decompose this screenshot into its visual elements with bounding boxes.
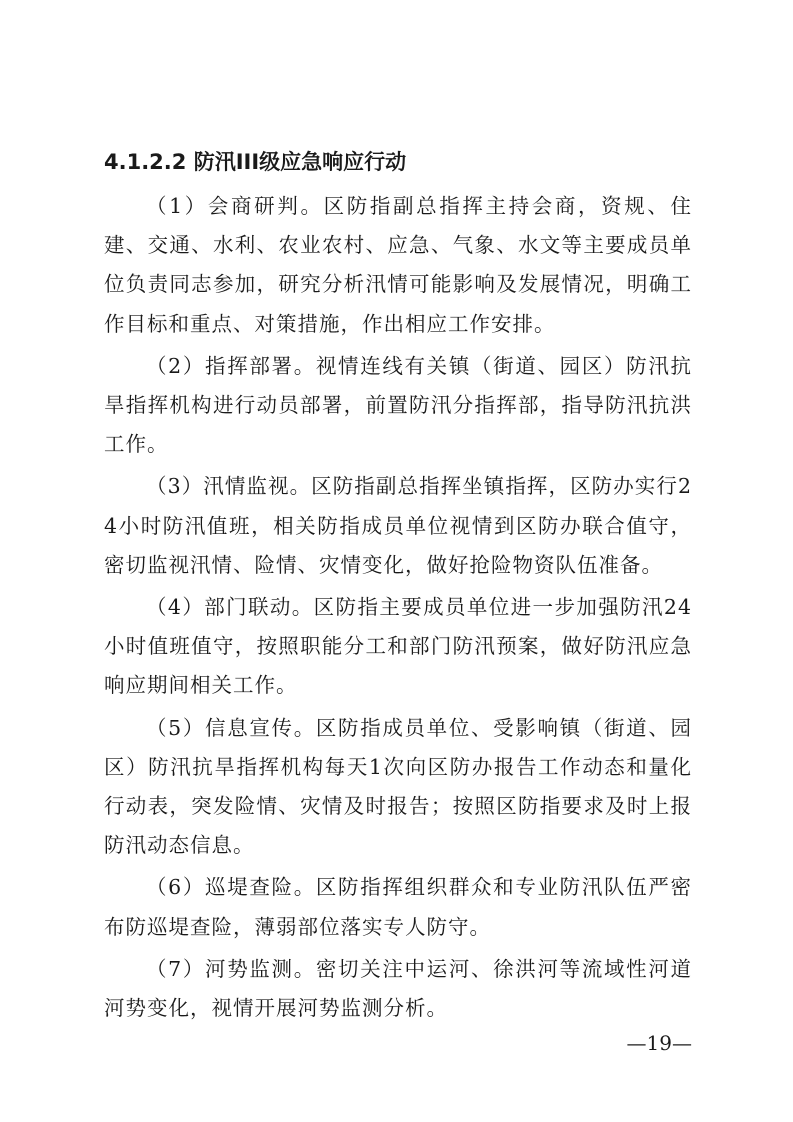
page-number: —19— (626, 1031, 692, 1055)
paragraph-information-publicity: （5）信息宣传。区防指成员单位、受影响镇（街道、园区）防汛抗旱指挥机构每天1次向区防办报告工作动态和量化行动表，突发险情、灾情及时报告；按照区防指要求及时上报防汛动态信息。 (104, 715, 692, 858)
body-text (104, 187, 692, 1031)
paragraph-levee-patrol: （6）巡堤查险。区防指挥组织群众和专业防汛队伍严密布防巡堤查险，薄弱部位落实专人防守。 (104, 875, 692, 939)
paragraph-flood-monitoring: （3）汛情监视。区防指副总指挥坐镇指挥，区防办实行24小时防汛值班，相关防指成员单位视情到区防办联合值守，密切监视汛情、险情、灾情变化，做好抢险物资队伍准备。 (104, 474, 692, 577)
paragraph-river-monitoring: （7）河势监测。密切关注中运河、徐洪河等流域性河道河势变化，视情开展河势监测分析。 (104, 956, 692, 1021)
paragraph-department-linkage: （4）部门联动。区防指主要成员单位进一步加强防汛24小时值班值守，按照职能分工和部门防汛预案，做好防汛应急响应期间相关工作。 (104, 595, 692, 698)
paragraph-command-deployment: （2）指挥部署。视情连线有关镇（街道、园区）防汛抗旱指挥机构进行动员部署，前置防汛分指挥部，指导防汛抗洪工作。 (104, 353, 692, 457)
section-heading: 4.1.2.2 防汛III级应急响应行动 (104, 150, 407, 174)
paragraph-consultation: （1）会商研判。区防指副总指挥主持会商，资规、住建、交通、水利、农业农村、应急、气象、水文等主要成员单位负责同志参加，研究分析汛情可能影响及发展情况，明确工作目标和重点、对策措施，作出相应工作安排。 (104, 194, 692, 336)
